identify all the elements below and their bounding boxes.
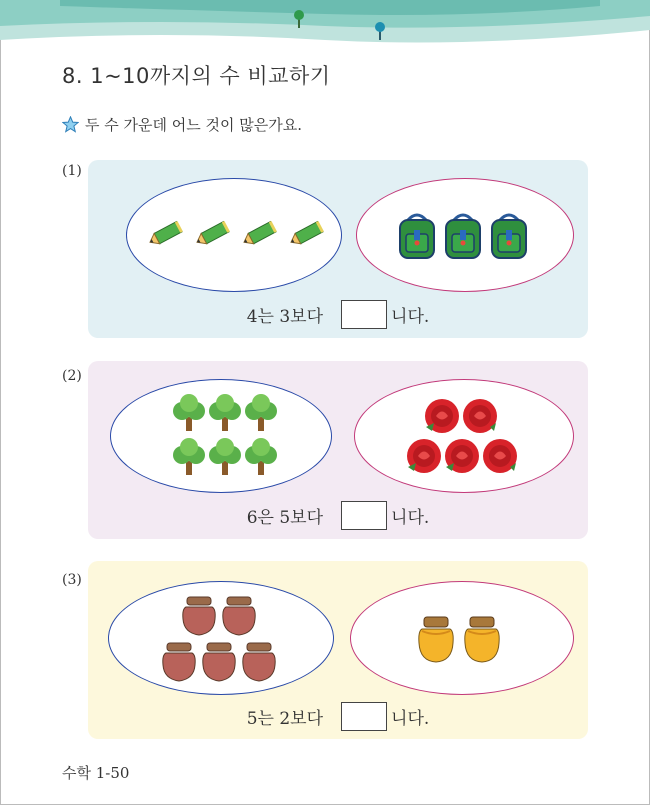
sentence-ending: 니다.: [391, 307, 430, 327]
tree-icon: [206, 393, 244, 433]
rose-icon: [480, 437, 520, 475]
backpack-icon: [488, 210, 530, 262]
tree-icon: [170, 393, 208, 433]
backpack-icon: [442, 210, 484, 262]
problem-panel: [88, 361, 588, 539]
instruction: [62, 114, 302, 135]
pencil-icon: [240, 217, 279, 251]
rose-icon: [404, 437, 444, 475]
sentence-ending: 니다.: [391, 709, 430, 729]
tree-icon: [242, 393, 280, 433]
left-items: [146, 210, 326, 258]
jar-icon: [220, 595, 258, 637]
page-number: 수학 1-50: [62, 764, 130, 782]
answer-box[interactable]: [341, 300, 387, 329]
honey-jar-icon: [462, 615, 502, 665]
rose-icon: [460, 397, 500, 435]
answer-sentence: [88, 501, 588, 530]
backpack-icon: [396, 210, 438, 262]
jar-icon: [160, 641, 198, 683]
sentence-text: 4는 3보다: [246, 307, 324, 327]
pencil-icon: [146, 217, 185, 251]
answer-sentence: [88, 702, 588, 731]
jar-icon: [240, 641, 278, 683]
problem-panel: [88, 160, 588, 338]
instruction-text: 두 수 가운데 어느 것이 많은가요.: [85, 116, 302, 134]
tree-icon: [242, 437, 280, 477]
honey-jar-icon: [416, 615, 456, 665]
sentence-ending: 니다.: [391, 508, 430, 528]
tree-icon: [206, 437, 244, 477]
sentence-text: 6은 5보다: [246, 508, 324, 528]
jar-icon: [180, 595, 218, 637]
star-icon: [62, 116, 79, 133]
problem-number: (2): [62, 368, 82, 384]
sentence-text: 5는 2보다: [246, 709, 324, 729]
answer-box[interactable]: [341, 702, 387, 731]
answer-box[interactable]: [341, 501, 387, 530]
page-title: 8. 1~10까지의 수 비교하기: [62, 64, 331, 88]
problem-panel: [88, 561, 588, 739]
jar-icon: [200, 641, 238, 683]
answer-sentence: [88, 300, 588, 329]
rose-icon: [422, 397, 462, 435]
problem-number: (3): [62, 572, 82, 588]
right-items: [388, 208, 538, 264]
rose-icon: [442, 437, 482, 475]
tree-icon: [170, 437, 208, 477]
pencil-icon: [193, 217, 232, 251]
pencil-icon: [287, 217, 326, 251]
problem-number: (1): [62, 163, 82, 179]
header-decoration: [0, 0, 650, 48]
